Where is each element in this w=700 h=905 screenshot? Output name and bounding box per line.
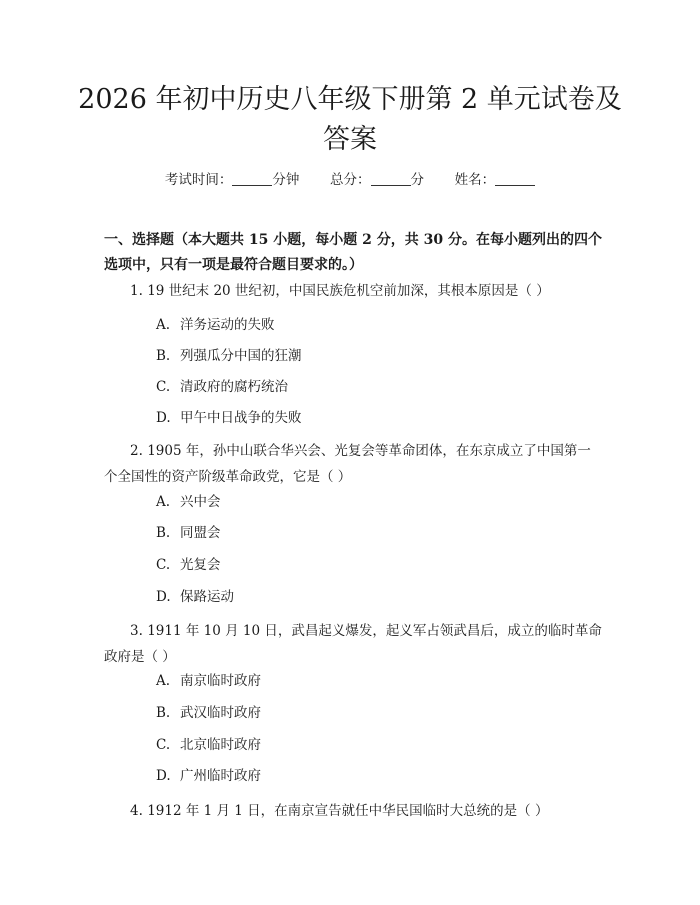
option-letter: D.	[156, 410, 171, 426]
section-heading: 一、选择题（本大题共 15 小题，每小题 2 分，共 30 分。在每小题列出的四个选项中，只有一项是最符合题目要求的。）	[104, 232, 602, 273]
question-text: 1905 年，孙中山联合华兴会、光复会等革命团体，在东京成立了中国第一个全国性的资产阶级革命政党，它是（ ）	[104, 443, 591, 485]
question-number: 2.	[130, 443, 143, 459]
question-number: 4.	[130, 803, 143, 819]
option-3d[interactable]	[156, 766, 261, 786]
score-label: 总分：	[330, 172, 371, 188]
option-2a[interactable]	[156, 492, 221, 512]
option-text: 南京临时政府	[180, 673, 261, 689]
name-blank	[495, 171, 535, 186]
page-title: 2026 年初中历史八年级下册第 2 单元试卷及答案	[78, 84, 622, 155]
option-letter: A.	[156, 317, 171, 333]
option-letter: C.	[156, 557, 171, 573]
option-2b[interactable]	[156, 523, 221, 543]
option-letter: A.	[156, 494, 171, 510]
question-number: 3.	[130, 623, 143, 639]
exam-meta-line	[0, 168, 700, 188]
option-text: 光复会	[180, 557, 221, 573]
question-4	[104, 798, 602, 824]
option-1c[interactable]	[156, 377, 288, 397]
question-3	[104, 618, 602, 670]
option-1b[interactable]	[156, 346, 302, 366]
time-label: 考试时间：	[164, 172, 233, 188]
score-unit: 分	[410, 172, 424, 188]
option-letter: C.	[156, 737, 171, 753]
option-letter: D.	[156, 589, 171, 605]
option-2c[interactable]	[156, 555, 221, 575]
question-2	[104, 438, 602, 490]
time-blank	[232, 171, 272, 186]
option-letter: B.	[156, 705, 171, 721]
option-letter: B.	[156, 348, 171, 364]
time-unit: 分钟	[272, 172, 300, 188]
question-number: 1.	[130, 283, 143, 299]
option-3c[interactable]	[156, 735, 261, 755]
option-text: 甲午中日战争的失败	[180, 410, 302, 426]
question-text: 1911 年 10 月 10 日，武昌起义爆发，起义军占领武昌后，成立的临时革命政府是（ ）	[104, 623, 602, 665]
option-text: 洋务运动的失败	[180, 317, 275, 333]
option-text: 同盟会	[180, 525, 221, 541]
option-letter: B.	[156, 525, 171, 541]
option-1d[interactable]	[156, 408, 302, 428]
score-blank	[371, 171, 411, 186]
name-label: 姓名：	[454, 172, 496, 188]
option-2d[interactable]	[156, 587, 234, 607]
question-text: 1912 年 1 月 1 日，在南京宣告就任中华民国临时大总统的是（ ）	[147, 803, 549, 819]
option-text: 列强瓜分中国的狂潮	[180, 348, 302, 364]
option-text: 北京临时政府	[180, 737, 261, 753]
option-3a[interactable]	[156, 671, 261, 691]
option-text: 兴中会	[180, 494, 221, 510]
option-text: 广州临时政府	[180, 768, 261, 784]
option-3b[interactable]	[156, 703, 261, 723]
option-letter: C.	[156, 379, 171, 395]
question-1	[104, 278, 602, 304]
option-text: 清政府的腐朽统治	[180, 379, 288, 395]
option-text: 武汉临时政府	[180, 705, 261, 721]
option-letter: A.	[156, 673, 171, 689]
option-1a[interactable]	[156, 315, 275, 335]
question-text: 19 世纪末 20 世纪初，中国民族危机空前加深，其根本原因是（ ）	[147, 283, 550, 299]
option-letter: D.	[156, 768, 171, 784]
option-text: 保路运动	[180, 589, 234, 605]
